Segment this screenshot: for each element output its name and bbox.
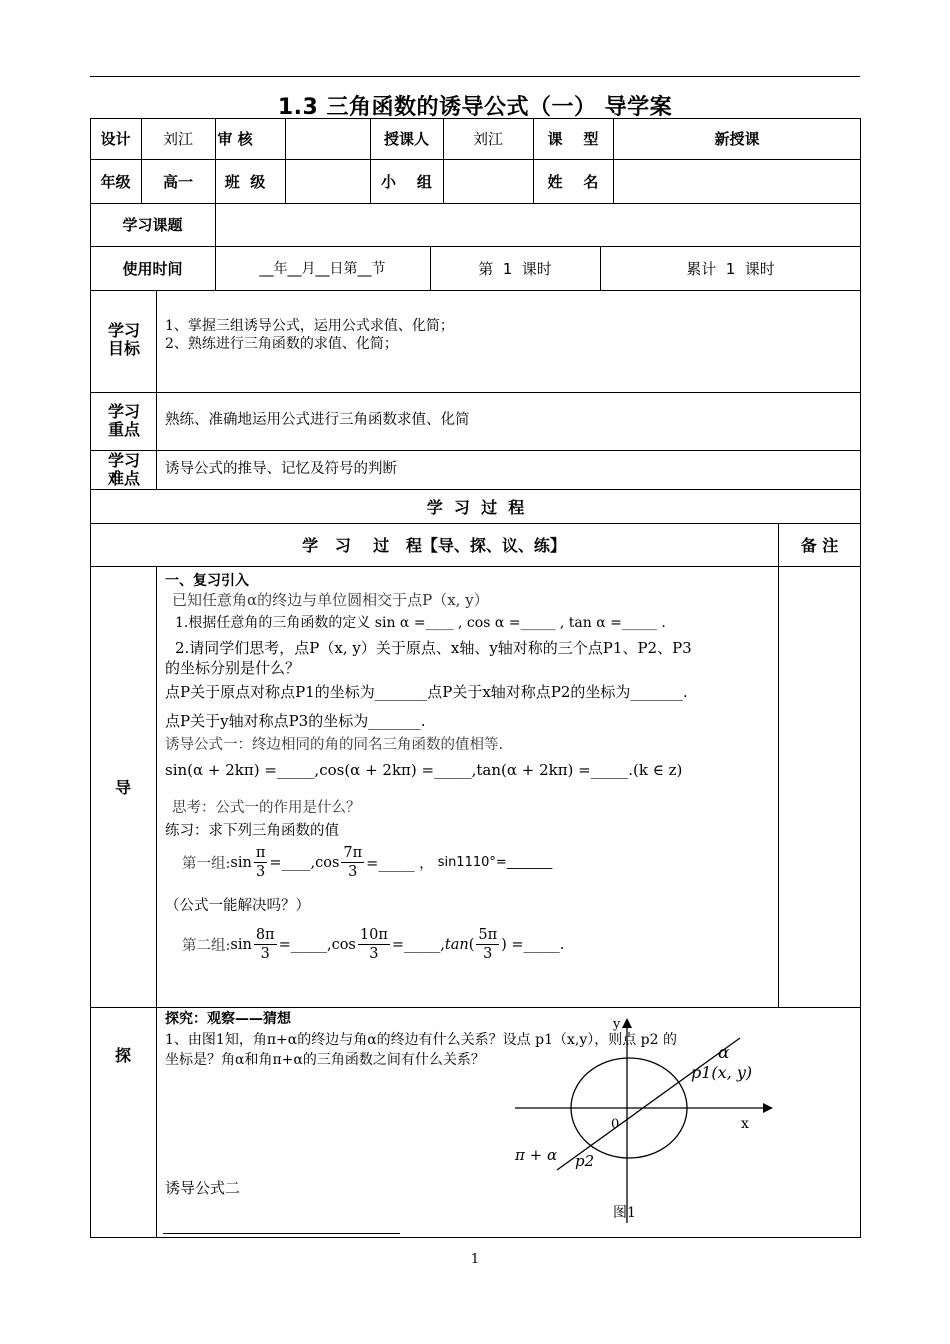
label-focus: 学习 重点 [107,402,140,439]
origin-label: 0 [611,1117,620,1132]
x-axis-arrow [763,1103,773,1113]
explore-title: 探究：观察——猜想 [165,1011,291,1027]
label-difficulty: 学习 难点 [107,451,140,488]
name-field[interactable] [613,159,861,203]
y-axis-label: y [613,1017,621,1032]
explore-question-1b: 坐标是？角α和角π+α的三角函数之间有什么关系？ [165,1052,485,1068]
cumulative-lessons: 累计 1 课时 [686,259,775,278]
label-goals: 学习 目标 [107,321,140,358]
question-1[interactable]: 1.根据任意角的三角函数的定义 sin α =____ , cos α =_____ , tan α =_____ . [175,615,666,631]
explore-label: 探 [114,1045,131,1065]
formula2-label: 诱导公式二 [165,1179,241,1197]
designer: 刘江 [162,130,193,148]
review-intro: 已知任意角α的终边与单位圆相交于点P（x, y） [172,591,489,609]
topic-field[interactable] [215,203,861,246]
guide-label: 导 [114,777,131,797]
label-topic: 学习课题 [122,216,183,234]
fraction-10pi-3: $\frac{10\pi}{3}$ [359,927,388,962]
fraction-8pi-3: $\frac{8\pi}{3}$ [255,927,275,962]
formula1-title: 诱导公式一：终边相同的角的同名三角函数的值相等. [165,737,504,753]
formula2-answer-line[interactable] [163,1233,400,1234]
group2-exercise[interactable]: 第二组: sin $\frac{8\pi}{3}$ =_____,cos $\frac{10\pi}{3}$ =_____, tan ( $\frac{5\pi}{3}$ ) =_____. [182,927,565,962]
fraction-7pi-3: $\frac{7\pi}{3}$ [343,845,363,880]
top-rule [90,76,860,77]
reviewer-field[interactable] [285,118,370,159]
process-title: 学 习 过 程 [426,497,525,517]
formula1[interactable]: sin(α + 2kπ) =_____,cos(α + 2kπ) =_____,tan(α + 2kπ) =_____.(k ∈ z) [165,761,683,779]
p1-label: p1(x, y) [691,1063,753,1082]
fraction-5pi-3: $\frac{5\pi}{3}$ [478,927,498,962]
label-grade: 年级 [100,172,131,191]
page-number: 1 [470,1252,480,1267]
pi-plus-alpha-label: π + α [515,1146,558,1164]
question-2b: 的坐标分别是什么？ [165,659,301,677]
lesson-number: 第 1 课时 [478,259,552,278]
teacher: 刘江 [472,130,503,148]
practice-prompt: 练习：求下列三角函数的值 [165,823,339,839]
fraction-pi-3: $\frac{\pi}{3}$ [255,845,266,880]
goal-2: 2、熟练进行三角函数的求值、化简； [165,336,398,352]
time-value[interactable]: __年__月__日第__节 [259,261,386,277]
label-review: 审 核 [217,130,253,148]
question-4[interactable]: 点P关于y轴对称点P3的坐标为_______. [165,712,426,730]
think-question: 思考：公式一的作用是什么？ [172,800,361,816]
page-title: 1.3 三角函数的诱导公式（一） 导学案 [277,95,673,120]
process-header: 学 习 过 程【导、探、议、练】 [302,536,566,555]
explore-question-1a: 1、由图1知，角π+α的终边与角α的终边有什么关系？设点 p1（x,y），则点 p2 的 [165,1032,677,1048]
lesson-type: 新授课 [714,130,760,148]
question-3[interactable]: 点P关于原点对称点P1的坐标为_______点P关于x轴对称点P2的坐标为_______. [165,683,688,701]
focus-text: 熟练、准确地运用公式进行三角函数求值、化简 [165,412,470,428]
label-teacher: 授课人 [383,130,429,148]
figure-caption: 图1 [613,1205,636,1221]
alpha-label: α [718,1043,730,1063]
notes-header: 备 注 [800,536,839,555]
label-class: 班 级 [224,172,266,191]
label-lesson-type: 课 型 [547,130,599,148]
goal-1: 1、掌握三组诱导公式，运用公式求值、化简； [165,318,454,334]
grade: 高一 [162,172,193,191]
question-2a: 2.请同学们思考，点P（x, y）关于原点、x轴、y轴对称的三个点P1、P2、P3 [175,639,692,657]
y-axis-arrow [622,1018,632,1028]
class-field[interactable] [285,159,370,203]
group1-exercise[interactable]: 第一组: sin $\frac{\pi}{3}$ =____ ,cos $\frac{7\pi}{3}$ =_____ ， sin1110°=_______ [182,845,553,880]
label-design: 设计 [100,130,131,148]
unit-circle-figure [505,1008,805,1238]
x-axis-label: x [741,1116,749,1132]
group-field[interactable] [443,159,533,203]
difficulty-text: 诱导公式的推导、记忆及符号的判断 [165,461,397,477]
p2-label: p2 [575,1152,595,1170]
label-name: 姓 名 [547,172,599,191]
review-title: 一、复习引入 [165,573,249,589]
can-solve-question: （公式一能解决吗？） [165,898,310,914]
label-time: 使用时间 [122,259,183,278]
terminal-side-line [557,1038,740,1170]
label-group: 小 组 [381,172,432,191]
